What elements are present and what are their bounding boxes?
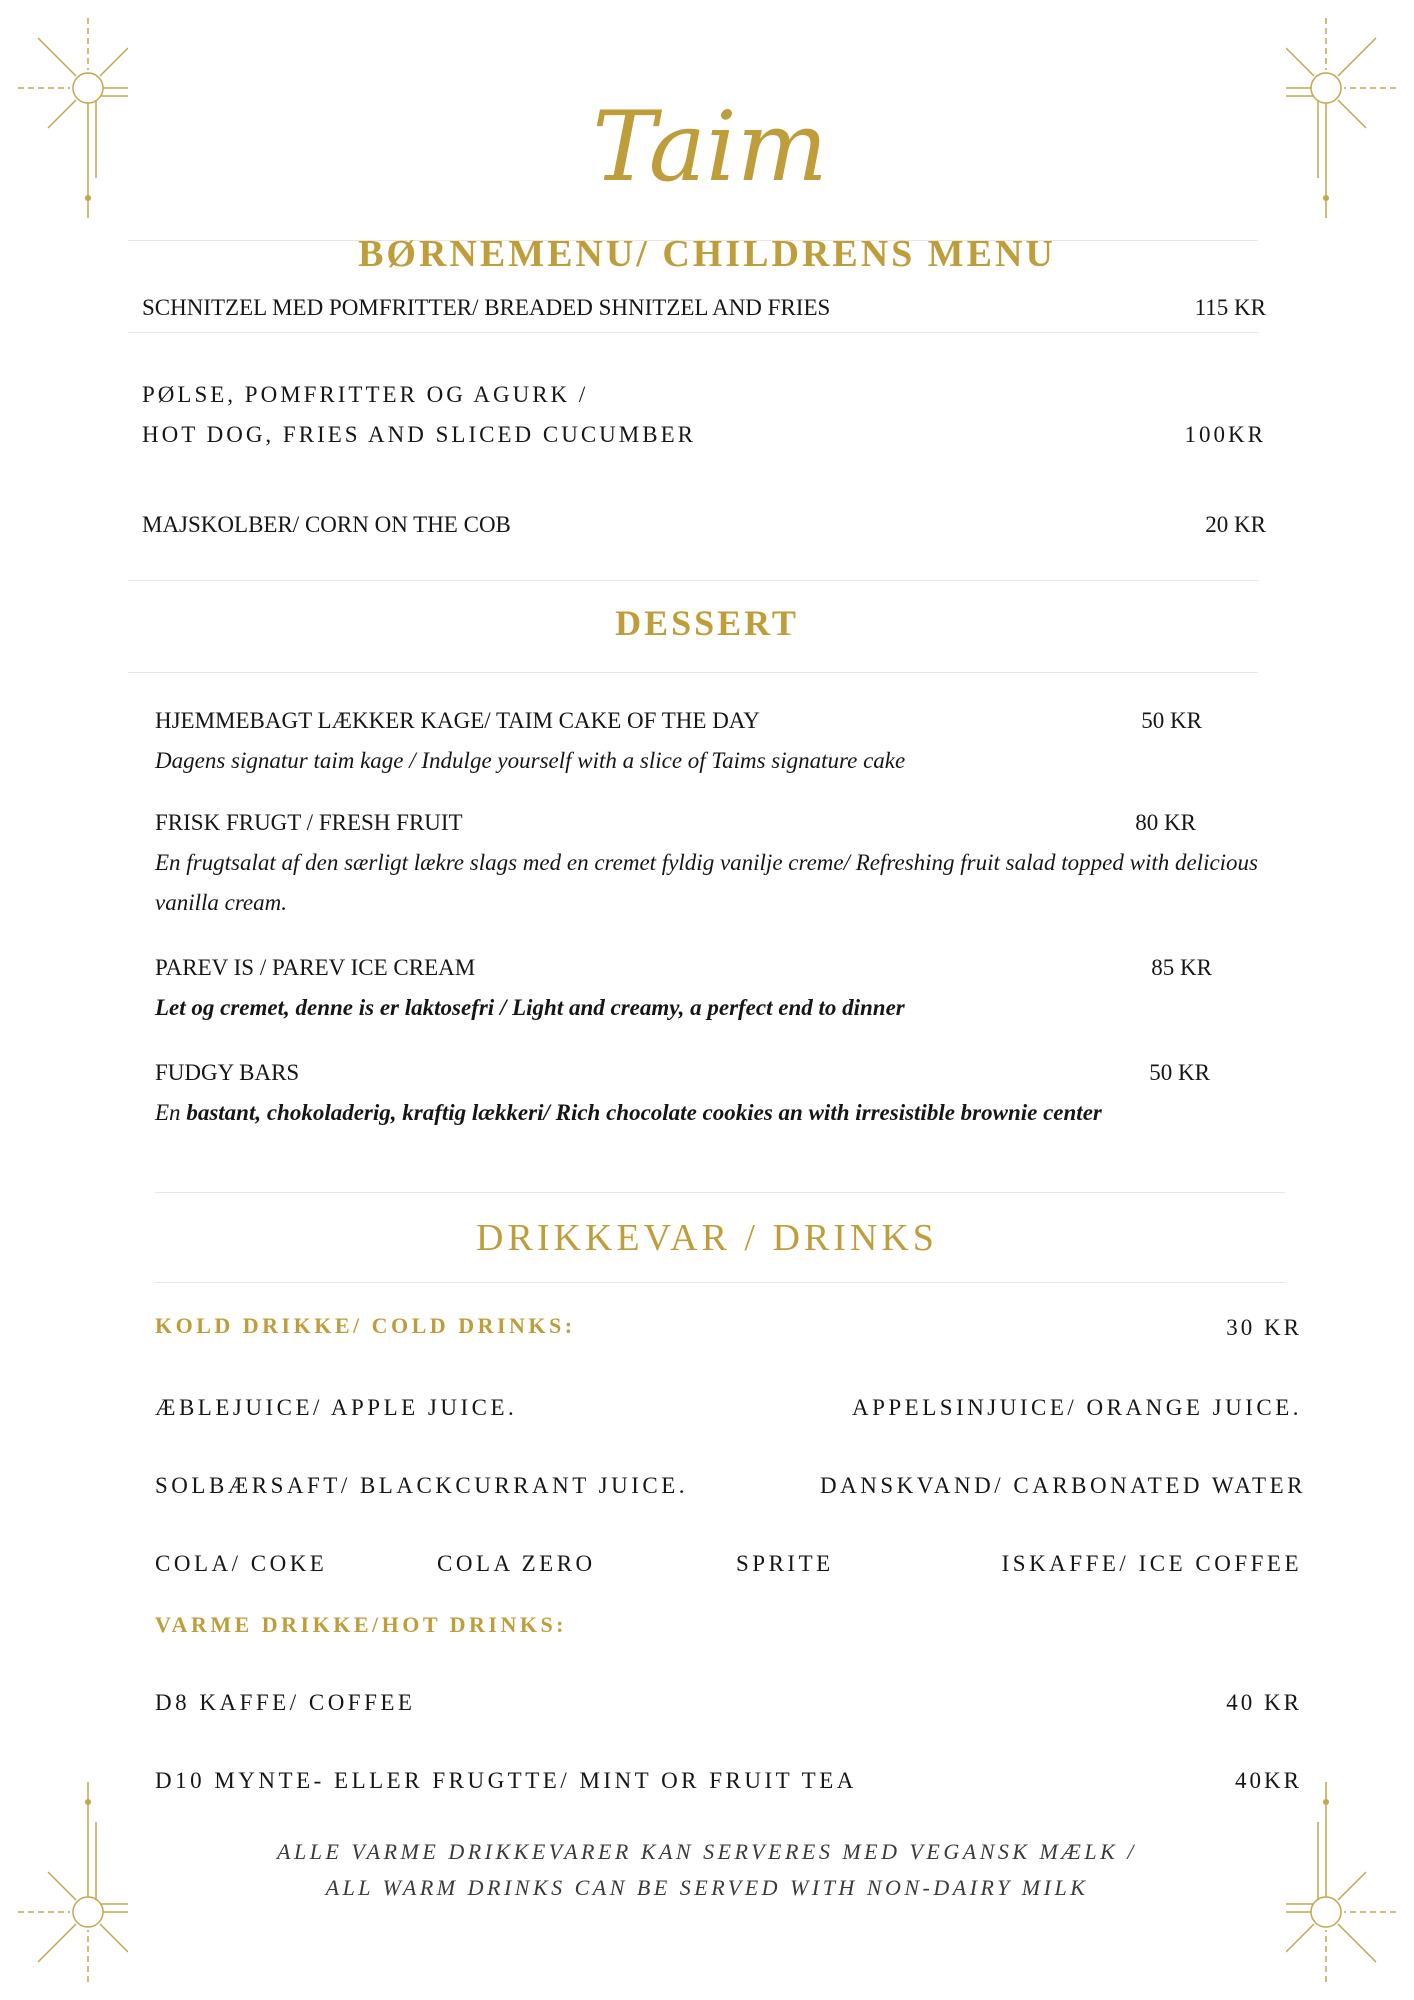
drink-coffee: D8 KAFFE/ COFFEE <box>155 1690 416 1715</box>
divider <box>155 1282 1285 1283</box>
taim-logo-text: Taim <box>592 91 828 203</box>
divider <box>128 580 1258 581</box>
children-menu-title: BØRNEMENU/ CHILDRENS MENU <box>358 233 1056 275</box>
dessert-item-fudgy-desc-prefix: En <box>155 1100 187 1125</box>
drink-cola: COLA/ COKE <box>155 1551 328 1576</box>
dessert-item-icecream: PAREV IS / PAREV ICE CREAM <box>155 955 476 980</box>
kids-item-schnitzel: SCHNITZEL MED POMFRITTER/ BREADED SHNITZEL AND FRIES <box>142 295 831 320</box>
drink-apple-juice: ÆBLEJUICE/ APPLE JUICE. <box>155 1395 518 1420</box>
divider <box>155 1192 1285 1193</box>
drink-tea: D10 MYNTE- ELLER FRUGTTE/ MINT OR FRUIT TEA <box>155 1768 857 1793</box>
divider <box>128 332 1258 333</box>
kids-item-hotdog-line2: HOT DOG, FRIES AND SLICED CUCUMBER <box>142 422 696 447</box>
cold-drinks-price: 30 KR <box>1226 1315 1302 1340</box>
kids-item-hotdog-price: 100KR <box>1184 422 1266 447</box>
drinks-title: DRIKKEVAR / DRINKS <box>476 1217 938 1259</box>
corner-ornament-top-right <box>1286 18 1396 218</box>
dessert-item-cake-price: 50 KR <box>1141 708 1202 733</box>
dessert-item-fudgy-price: 50 KR <box>1149 1060 1210 1085</box>
taim-logo <box>560 80 860 220</box>
dessert-item-fudgy: FUDGY BARS <box>155 1060 300 1085</box>
kids-item-hotdog-line1: PØLSE, POMFRITTER OG AGURK / <box>142 382 589 407</box>
kids-item-schnitzel-price: 115 KR <box>1194 295 1266 320</box>
dessert-item-icecream-price: 85 KR <box>1151 955 1212 980</box>
drink-ice-coffee: ISKAFFE/ ICE COFFEE <box>1001 1551 1302 1576</box>
drink-sprite: SPRITE <box>736 1551 834 1576</box>
cold-drinks-heading: KOLD DRIKKE/ COLD DRINKS: <box>155 1313 576 1338</box>
dessert-item-cake: HJEMMEBAGT LÆKKER KAGE/ TAIM CAKE OF THE DAY <box>155 708 760 733</box>
drink-coffee-price: 40 KR <box>1226 1690 1302 1715</box>
dessert-item-fruit-price: 80 KR <box>1135 810 1196 835</box>
divider <box>128 672 1258 673</box>
hot-drinks-heading: VARME DRIKKE/HOT DRINKS: <box>155 1612 568 1637</box>
drink-blackcurrant: SOLBÆRSAFT/ BLACKCURRANT JUICE. <box>155 1473 689 1498</box>
drink-orange-juice: APPELSINJUICE/ ORANGE JUICE. <box>851 1395 1302 1420</box>
drink-carbonated-water: DANSKVAND/ CARBONATED WATER <box>820 1473 1306 1498</box>
dessert-item-fruit-desc: En frugtsalat af den særligt lækre slags med en cremet fyldig vanilje creme/ Refreshing fruit salad topped with delicious vanilla cream. <box>155 850 1259 915</box>
dessert-title: DESSERT <box>615 603 799 643</box>
kids-item-corn: MAJSKOLBER/ CORN ON THE COB <box>142 512 511 537</box>
kids-item-corn-price: 20 KR <box>1205 512 1266 537</box>
vegan-milk-note-line2: ALL WARM DRINKS CAN BE SERVED WITH NON-DAIRY MILK <box>325 1875 1089 1900</box>
dessert-item-fudgy-desc-bold: bastant, chokoladerig, kraftig lækkeri/ Rich chocolate cookies an with irresistible brownie center <box>186 1100 1102 1125</box>
dessert-item-cake-desc: Dagens signatur taim kage / Indulge yourself with a slice of Taims signature cake <box>155 748 906 773</box>
dessert-item-icecream-desc: Let og cremet, denne is er laktosefri / Light and creamy, a perfect end to dinner <box>155 995 905 1020</box>
drink-tea-price: 40KR <box>1235 1768 1302 1793</box>
dessert-item-fruit: FRISK FRUGT / FRESH FRUIT <box>155 810 463 835</box>
corner-ornament-top-left <box>18 18 128 218</box>
dessert-item-fudgy-desc <box>155 1093 1265 1133</box>
drink-cola-zero: COLA ZERO <box>437 1551 596 1576</box>
vegan-milk-note-line1: ALLE VARME DRIKKEVARER KAN SERVERES MED VEGANSK MÆLK / <box>277 1839 1137 1864</box>
